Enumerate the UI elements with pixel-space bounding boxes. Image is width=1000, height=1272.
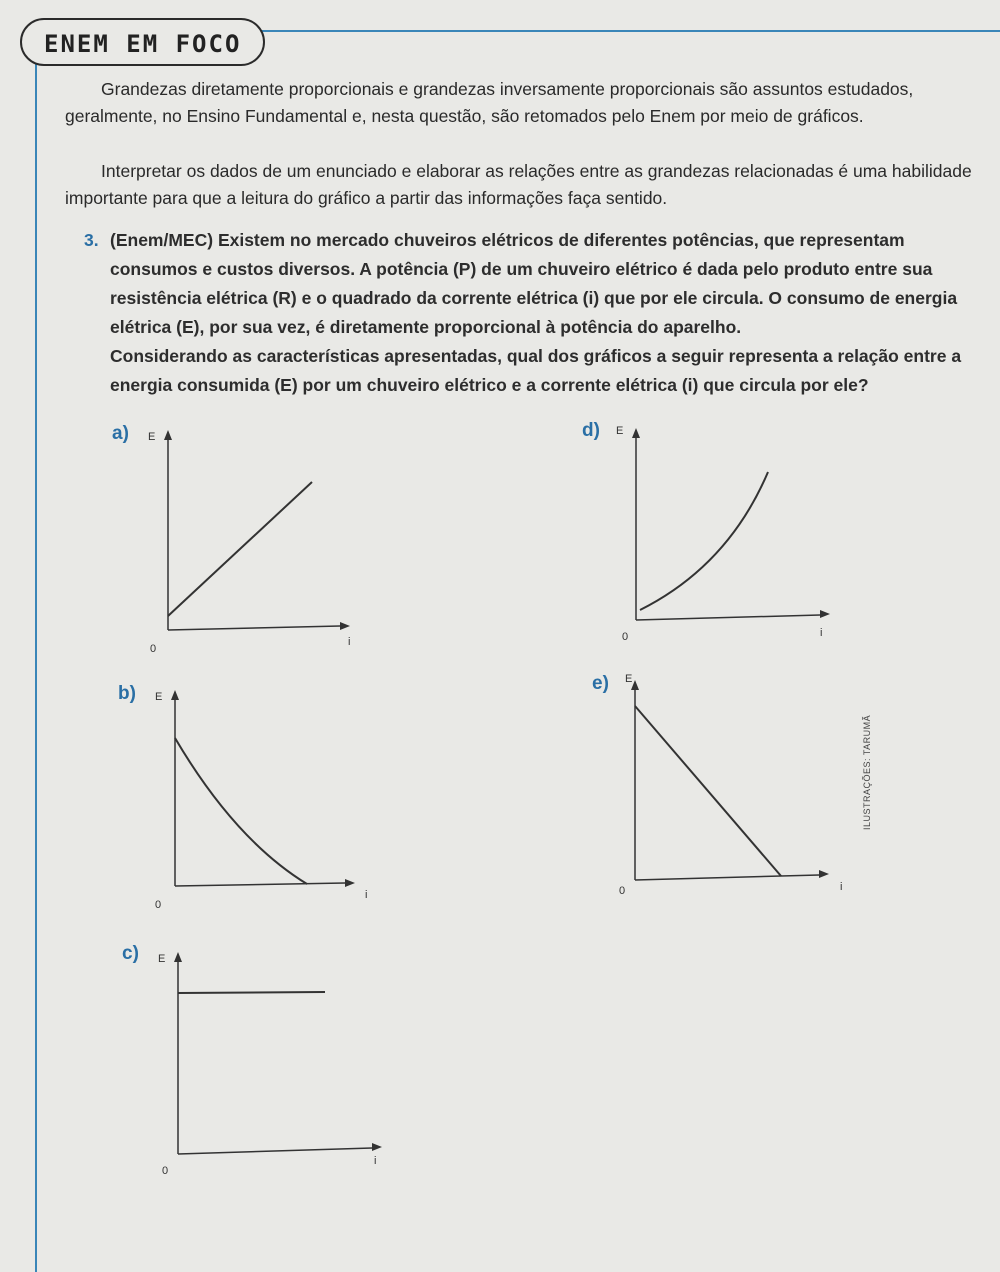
option-c-graph[interactable] — [150, 940, 390, 1180]
option-e-graph[interactable] — [615, 670, 855, 910]
origin-label: 0 — [162, 1165, 169, 1177]
section-badge: ENEM EM FOCO — [20, 18, 265, 66]
curve — [175, 738, 307, 884]
origin-label: 0 — [622, 631, 629, 643]
y-axis-arrow — [164, 430, 172, 440]
x-axis-label: i — [820, 627, 823, 639]
x-axis-label: i — [840, 881, 843, 893]
x-axis — [178, 1148, 372, 1154]
x-axis-label: i — [365, 889, 368, 901]
y-axis-label: E — [158, 953, 166, 965]
y-axis-label: E — [616, 425, 624, 437]
x-axis-label: i — [374, 1155, 377, 1167]
option-d-graph[interactable] — [608, 418, 848, 658]
x-axis-arrow — [372, 1143, 382, 1151]
y-axis-label: E — [148, 431, 156, 443]
question-source: (Enem/MEC) — [110, 230, 214, 250]
question-number: 3. — [84, 230, 99, 250]
x-axis — [635, 875, 819, 880]
x-axis-label: i — [348, 636, 351, 648]
question-statement — [84, 226, 990, 342]
y-axis-arrow — [171, 690, 179, 700]
x-axis — [636, 615, 820, 620]
y-axis-arrow — [174, 952, 182, 962]
option-a-graph[interactable] — [140, 420, 370, 660]
option-d-label[interactable]: d) — [582, 420, 600, 441]
origin-label: 0 — [619, 885, 626, 897]
x-axis-arrow — [820, 610, 830, 618]
curve — [640, 472, 768, 610]
option-b-label[interactable]: b) — [118, 683, 136, 704]
origin-label: 0 — [155, 899, 162, 911]
question-prompt: Considerando as características apresentadas, qual dos gráficos a seguir representa a relação entre a energia consumida (E) por um chuveiro elétrico e a corrente elétrica (i) que circula por ele? — [110, 346, 962, 395]
x-axis-arrow — [340, 622, 350, 630]
intro-paragraph-2: Interpretar os dados de um enunciado e elaborar as relações entre as grandezas relacionadas é uma habilidade importante para que a leitura do gráfico a partir das informações faça sentido. — [65, 161, 972, 208]
intro-paragraph-1: Grandezas diretamente proporcionais e grandezas inversamente proporcionais são assuntos estudados, geralmente, no Ensino Fundamental e, nesta questão, são retomados pelo Enem por meio de gráficos. — [65, 79, 914, 126]
x-axis-arrow — [345, 879, 355, 887]
x-axis — [175, 883, 345, 886]
curve — [178, 992, 325, 993]
option-a-label[interactable]: a) — [112, 423, 129, 444]
y-axis-label: E — [625, 673, 633, 685]
curve — [635, 706, 781, 876]
x-axis — [168, 626, 340, 630]
y-axis-arrow — [632, 428, 640, 438]
question-text: Existem no mercado chuveiros elétricos de diferentes potências, que representam consumos e custos diversos. A potência (P) de um chuveiro elétrico é dada pelo produto entre sua resistência elétrica (R) e o quadrado da corrente elétrica (i) que por ele circula. O consumo de energia elétrica (E), por sua vez, é diretamente proporcional à potência do aparelho. — [110, 230, 958, 337]
option-e-label[interactable]: e) — [592, 673, 609, 694]
y-axis-label: E — [155, 691, 163, 703]
origin-label: 0 — [150, 643, 157, 655]
x-axis-arrow — [819, 870, 829, 878]
illustration-credit: ILUSTRAÇÕES: TARUMÃ — [862, 714, 872, 830]
curve — [168, 482, 312, 616]
option-b-graph[interactable] — [145, 680, 375, 920]
option-c-label[interactable]: c) — [122, 943, 139, 964]
